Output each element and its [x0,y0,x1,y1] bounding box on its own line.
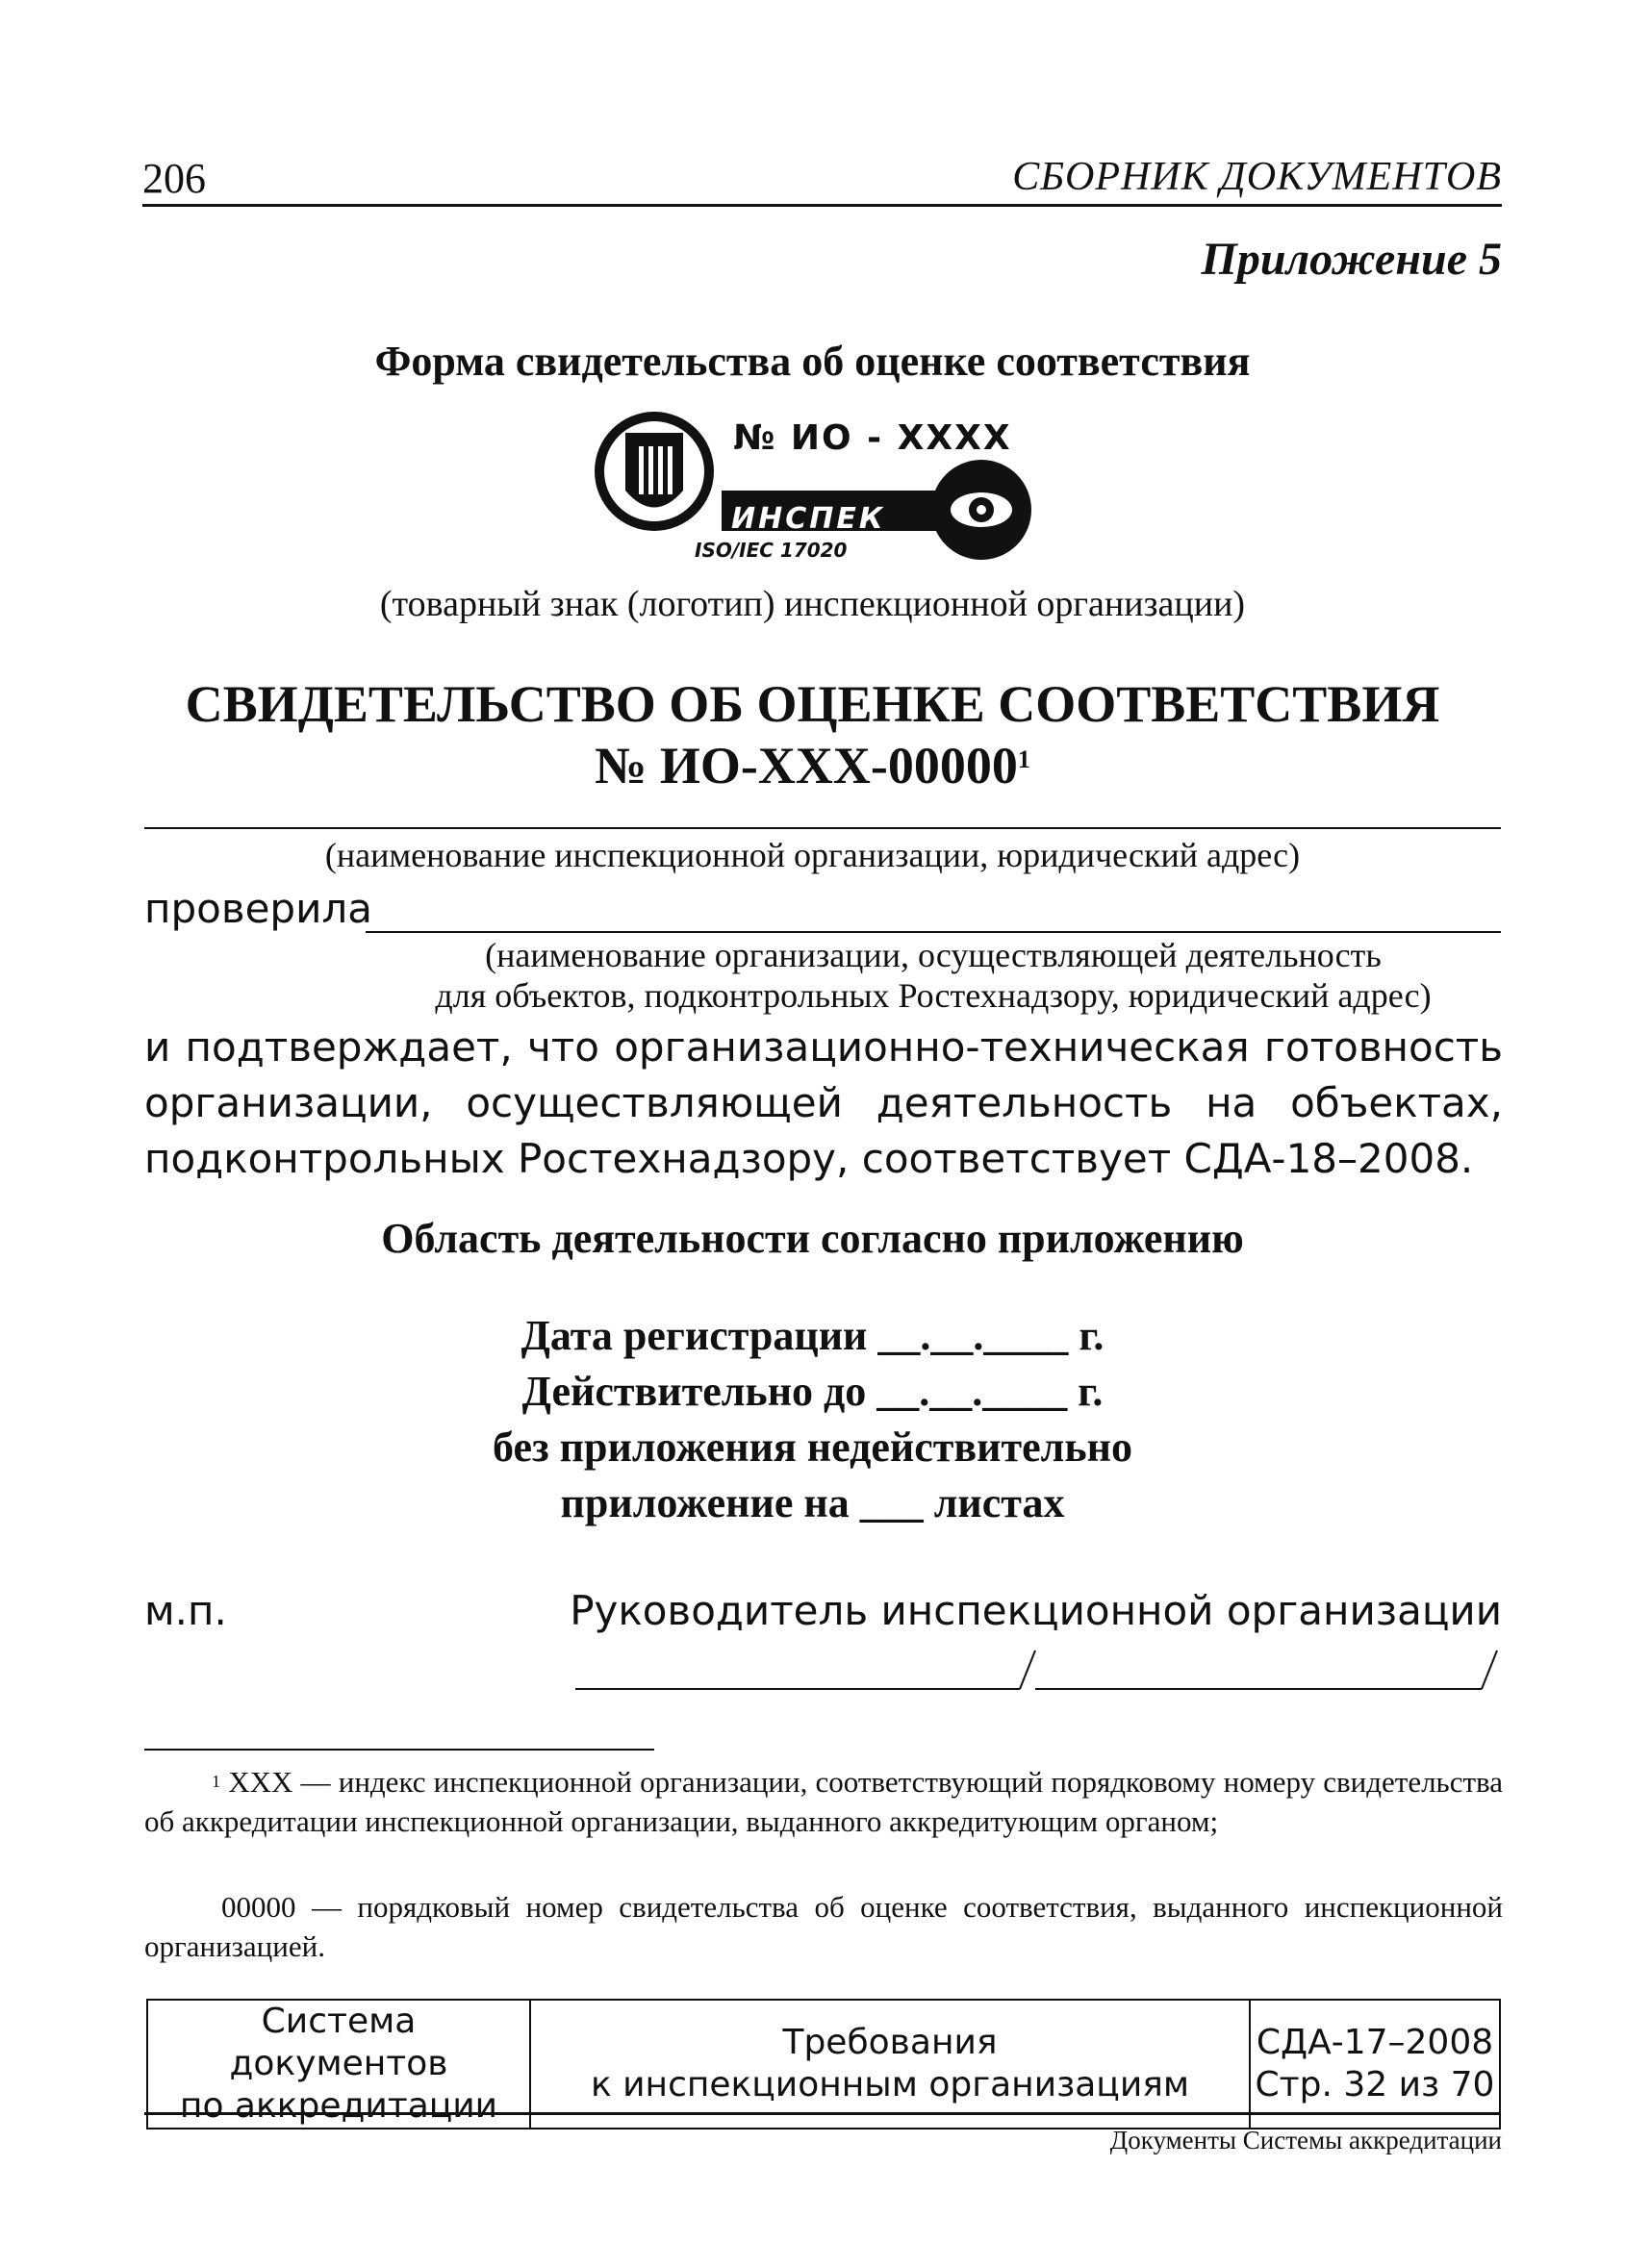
bottom-rule [144,2112,1501,2115]
appendix-sheets: приложение на ___ листах [560,1479,1065,1526]
footer-system-line1: Система документов [229,2002,448,2083]
footnote-2: 00000 — порядковый номер свидетельства об оценке соответствия, выданного инспекционной организацией. [144,1890,1503,1963]
form-title: Форма свидетельства об оценке соответствия [374,338,1251,385]
checked-org-line [366,931,1501,933]
org-name-line [144,827,1501,829]
signature-lines [575,1645,1501,1693]
footer-doc-code-line1: СДА-17–2008 [1256,2023,1494,2062]
footnote-1 [144,1762,1503,1841]
logo-caption: (товарный знак (логотип) инспекционной организации) [379,584,1246,624]
certificate-title-line1: СВИДЕТЕЛЬСТВО ОБ ОЦЕНКЕ СООТВЕТСТВИЯ [185,675,1440,733]
certificate-number: № ИО-XXX-00000 [595,737,1018,794]
registration-date: Дата регистрации __.__.____ г. [521,1312,1104,1359]
footer-system-line2: по аккредитации [179,2086,498,2126]
logo-number: № ИО - XXXX [733,418,1012,458]
footnote-1-mark: 1 [212,1772,220,1791]
org-name-caption: (наименование инспекционной организации, юридический адрес) [324,836,1301,874]
appendix-label: Приложение 5 [1201,234,1502,285]
footer-requirements-line2: к инспекционным организациям [590,2065,1190,2104]
logo-word: ИНСПЕК [731,502,886,536]
stamp-place: м.п. [144,1587,227,1634]
footnote-rule [144,1749,654,1751]
bottom-caption: Документы Системы аккредитации [1109,2126,1502,2155]
checked-label: проверила [144,885,372,932]
footer-page-count: Стр. 32 из 70 [1255,2065,1495,2104]
document-footer-table [146,1999,1501,2129]
running-title: СБОРНИК ДОКУМЕНТОВ [1012,155,1502,199]
footer-doc-code [1250,2000,1500,2129]
footer-system [147,2000,530,2129]
header-rule [142,204,1502,207]
certificate-title [0,673,1625,796]
footer-requirements-line1: Требования [782,2023,998,2062]
footnote-ref: 1 [1017,745,1030,773]
checked-org-caption [366,935,1501,1016]
footnote-1-text: XXX — индекс инспекционной организации, соответствующий порядковому номеру свидетельства об аккредитации инспекционной организации, выданного аккредитующим органом; [144,1765,1503,1838]
checked-caption-line2: для объектов, подконтрольных Ростехнадзору, юридический адрес) [435,976,1432,1015]
valid-until: Действительно до __.__.____ г. [521,1368,1104,1415]
logo-standard: ISO/IEC 17020 [695,539,848,562]
scope-heading: Область деятельности согласно приложению [381,1215,1244,1262]
certificate-title-line2 [0,735,1625,796]
head-title: Руководитель инспекционной организации [570,1587,1502,1634]
page-number: 206 [142,155,206,202]
invalid-without-appendix: без приложения недействительно [493,1424,1132,1471]
footer-requirements [530,2000,1250,2129]
validity-block [0,1308,1625,1531]
confirmation-paragraph: и подтверждает, что организационно-техническая готовность организации, осуществляющей деятельность на объектах, подконтрольных Ростехнадзору, соответствует СДА-18–2008. [144,1023,1503,1182]
checked-caption-line1: (наименование организации, осуществляющей деятельность [485,936,1382,974]
